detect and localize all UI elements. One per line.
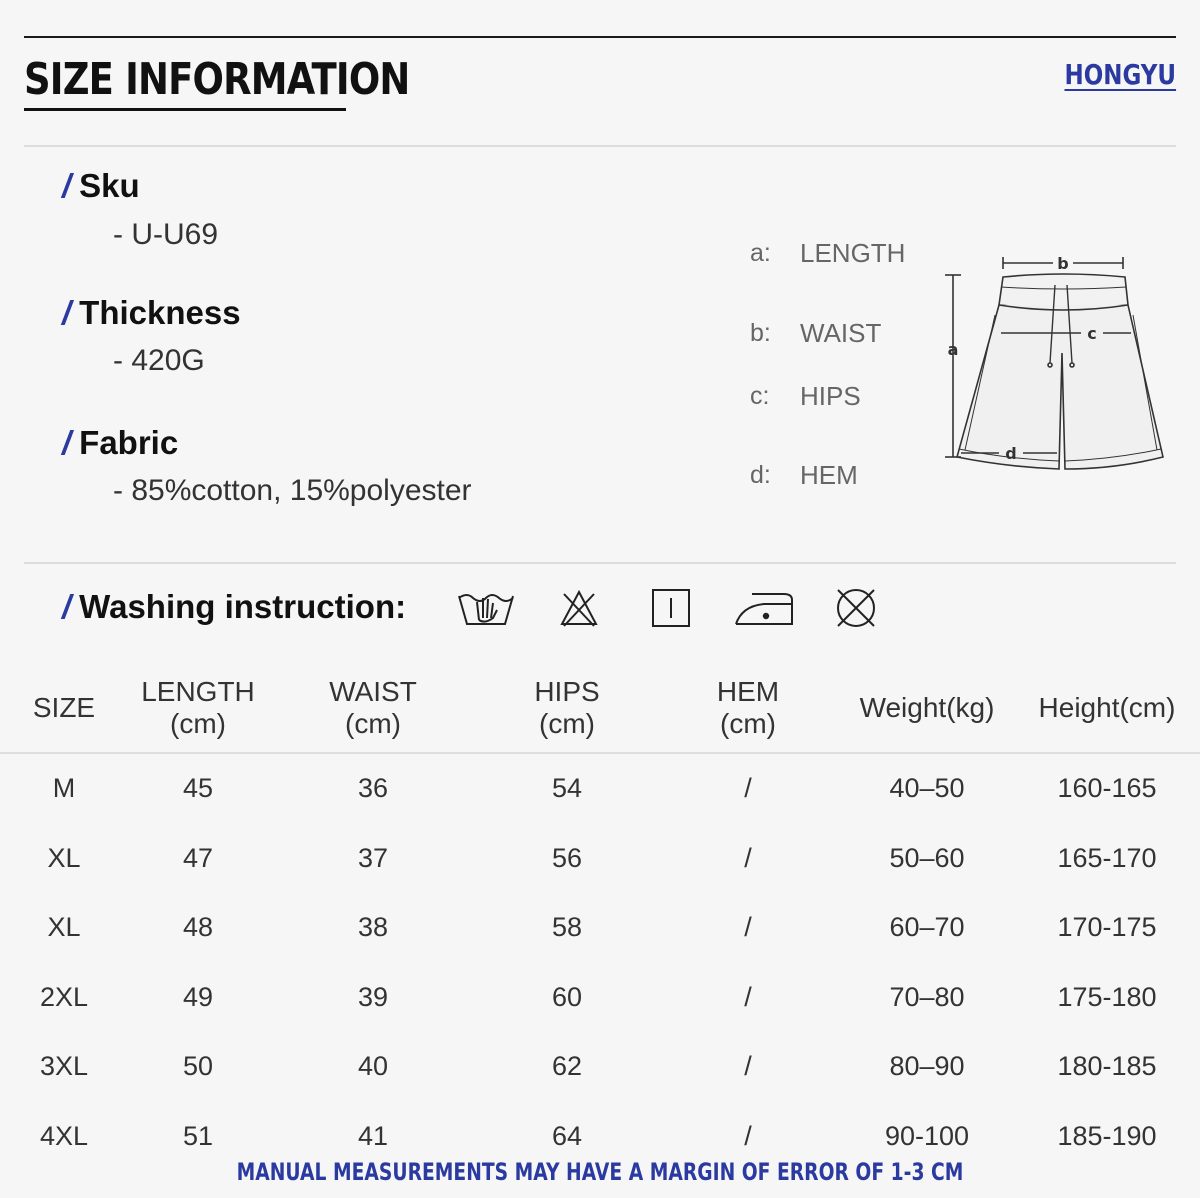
cell-hem: / [744, 981, 752, 1012]
fabric-heading: / Fabric [62, 424, 179, 461]
diagram-label-b: b [1057, 254, 1069, 273]
cell-hem: / [744, 773, 752, 804]
cell-size: XL [47, 912, 81, 943]
cell-waist: 37 [357, 842, 389, 873]
do-not-tumble-dry-icon [834, 586, 878, 630]
cell-hips: 54 [551, 773, 583, 804]
table-row [0, 824, 1200, 894]
table-row [0, 1032, 1200, 1102]
cell-size: 3XL [39, 1051, 89, 1082]
cell-hips: 60 [551, 981, 583, 1012]
cell-height: 180-185 [1057, 1051, 1157, 1082]
thickness-value: - 420G [113, 344, 205, 377]
brand-link[interactable]: HONGYU [1064, 58, 1176, 91]
cell-weight: 90-100 [884, 1120, 970, 1151]
cell-length: 47 [182, 842, 214, 873]
cell-size: M [52, 773, 76, 804]
cell-size: XL [47, 842, 81, 873]
cell-length: 45 [182, 773, 214, 804]
measurement-note: MANUAL MEASUREMENTS MAY HAVE A MARGIN OF ERROR OF 1-3 CM [236, 1158, 964, 1186]
header-height: Height(cm) [1014, 664, 1200, 753]
cell-hem: / [744, 1051, 752, 1082]
cell-hem: / [744, 912, 752, 943]
cell-height: 170-175 [1057, 912, 1157, 943]
cell-waist: 38 [357, 912, 389, 943]
legend-key-a: a: [750, 239, 771, 267]
sku-value: - U-U69 [113, 218, 219, 251]
title-underline [24, 108, 346, 111]
diagram-label-d: d [1005, 444, 1017, 463]
cell-hem: / [744, 1120, 752, 1151]
table-row [0, 963, 1200, 1033]
cell-length: 50 [182, 1051, 214, 1082]
low-iron-icon [732, 586, 796, 630]
washing-heading: / Washing instruction: [62, 588, 407, 625]
section-divider [24, 562, 1176, 564]
cell-height: 185-190 [1057, 1120, 1157, 1151]
legend-waist: WAIST [800, 318, 882, 348]
table-header-row [0, 664, 1200, 753]
legend-hips: HIPS [800, 381, 861, 411]
table-row [0, 753, 1200, 824]
header-waist: WAIST (cm) [268, 664, 478, 753]
cell-height: 165-170 [1057, 842, 1157, 873]
shorts-diagram [935, 245, 1175, 485]
cell-weight: 60–70 [889, 912, 965, 943]
legend-key-d: d: [750, 461, 771, 489]
cell-weight: 40–50 [889, 773, 965, 804]
hang-dry-icon [650, 586, 692, 630]
header-hips: HIPS (cm) [478, 664, 656, 753]
cell-waist: 39 [357, 981, 389, 1012]
cell-weight: 50–60 [889, 842, 965, 873]
page-title: SIZE INFORMATION [24, 54, 410, 105]
table-row [0, 893, 1200, 963]
cell-hem: / [744, 842, 752, 873]
cell-size: 2XL [39, 981, 89, 1012]
cell-hips: 56 [551, 842, 583, 873]
diagram-label-a: a [947, 340, 959, 359]
cell-weight: 70–80 [889, 981, 965, 1012]
sku-heading: / Sku [62, 167, 140, 204]
cell-waist: 41 [357, 1120, 389, 1151]
legend-key-c: c: [750, 382, 770, 410]
legend-length: LENGTH [800, 238, 906, 268]
top-rule [24, 36, 1176, 38]
cell-hips: 58 [551, 912, 583, 943]
header-hem: HEM (cm) [656, 664, 840, 753]
hand-wash-icon [457, 586, 515, 630]
header-length: LENGTH (cm) [128, 664, 268, 753]
cell-hips: 62 [551, 1051, 583, 1082]
fabric-value: - 85%cotton, 15%polyester [113, 474, 472, 507]
cell-waist: 36 [357, 773, 389, 804]
do-not-bleach-icon [558, 586, 600, 630]
header-weight: Weight(kg) [840, 664, 1014, 753]
diagram-label-c: c [1087, 324, 1097, 343]
legend-hem: HEM [800, 460, 858, 490]
thickness-heading: / Thickness [62, 294, 241, 331]
cell-height: 175-180 [1057, 981, 1157, 1012]
cell-hips: 64 [551, 1120, 583, 1151]
section-divider [24, 145, 1176, 147]
size-table [0, 664, 1200, 1171]
cell-length: 49 [182, 981, 214, 1012]
cell-weight: 80–90 [889, 1051, 965, 1082]
cell-waist: 40 [357, 1051, 389, 1082]
header-size: SIZE [0, 664, 128, 753]
cell-length: 48 [182, 912, 214, 943]
cell-height: 160-165 [1057, 773, 1157, 804]
legend-key-b: b: [750, 319, 771, 347]
cell-size: 4XL [39, 1120, 89, 1151]
cell-length: 51 [182, 1120, 214, 1151]
